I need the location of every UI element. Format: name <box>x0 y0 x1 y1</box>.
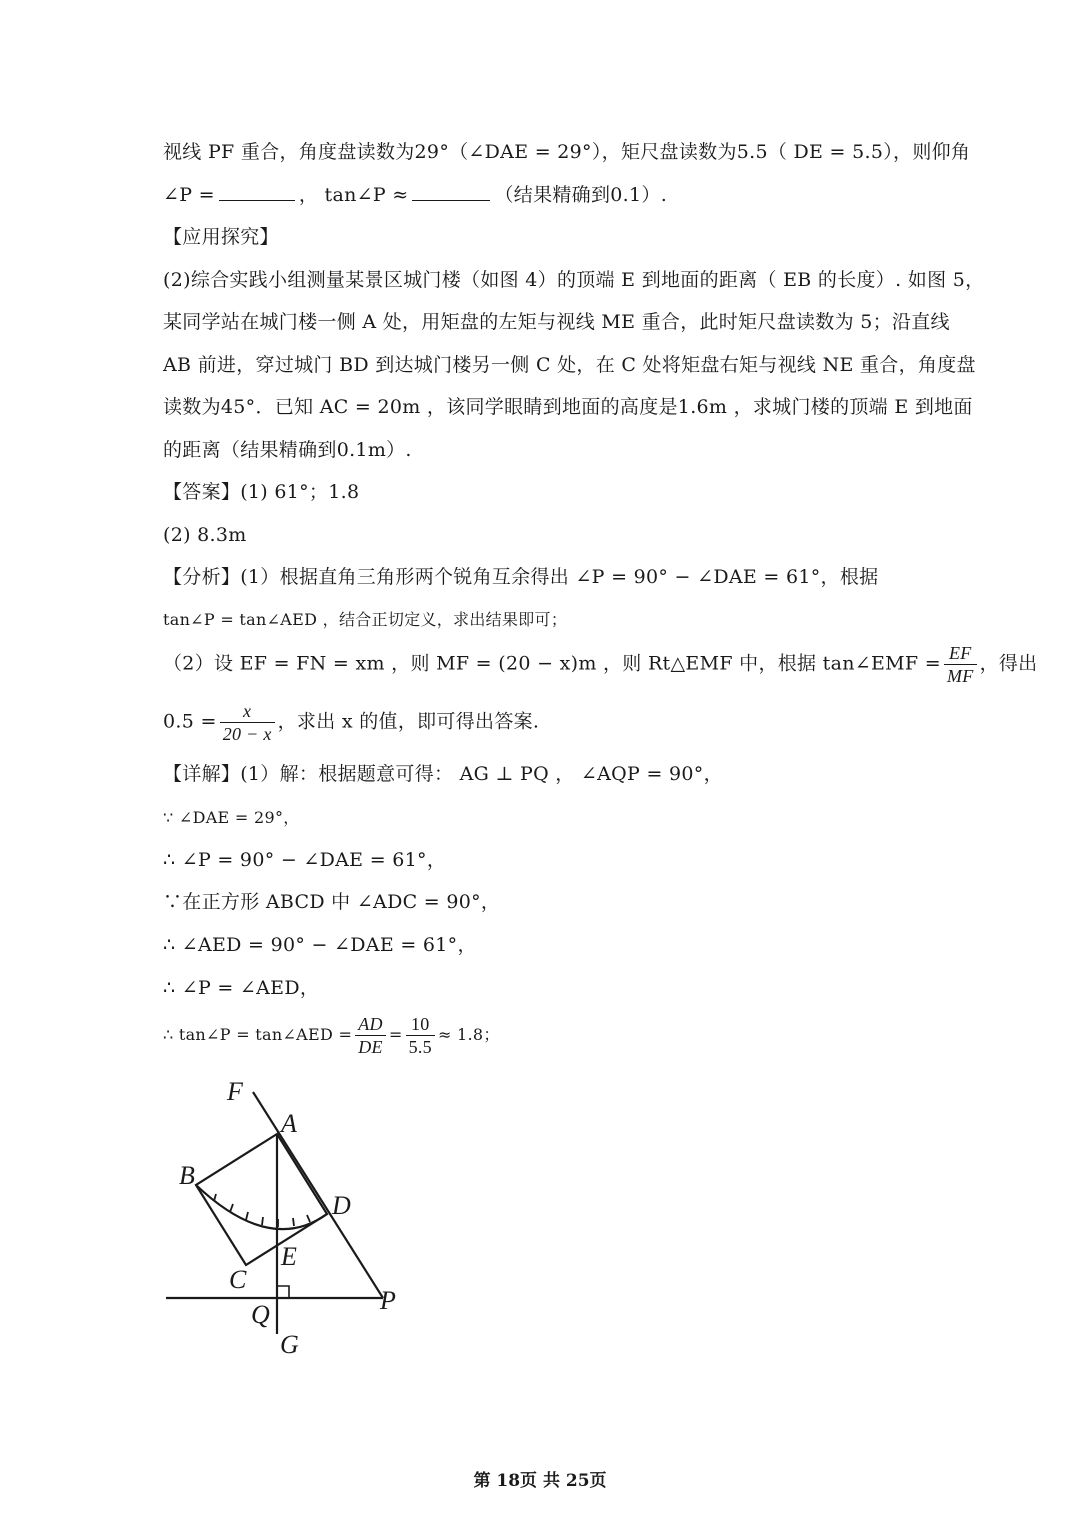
fraction-ef-mf <box>944 642 977 687</box>
fraction-numerator: EF <box>944 642 977 665</box>
precision-note: （结果精确到0.1）. <box>494 184 668 206</box>
fraction-10-over-5.5 <box>406 1013 435 1058</box>
text-line-8: 的距离（结果精确到0.1m）. <box>163 439 412 461</box>
label-a: A <box>281 1109 297 1138</box>
solution-7-text: ∴ tan∠P = tan∠AED = <box>163 1025 353 1044</box>
page-footer: 第 18页 共 25页 <box>473 1471 607 1491</box>
fraction-denominator: 5.5 <box>408 1037 432 1057</box>
label-p: P <box>380 1286 396 1315</box>
line-fp <box>253 1092 383 1298</box>
analysis-4-tail: ，求出 x 的值，即可得出答案. <box>277 710 540 733</box>
square-abcd <box>196 1134 327 1265</box>
text-line-7: 读数为45°．已知 AC = 20m ，该同学眼睛到地面的高度是1.6m ，求城门楼的顶端 E 到地面 <box>163 396 973 418</box>
equals-sign: = <box>388 1025 403 1044</box>
answer-blank-2 <box>412 182 490 201</box>
text-line-6: AB 前进，穿过城门 BD 到达城门楼另一侧 C 处，在 C 处将矩盘右矩与视线 NE 重合，角度盘 <box>163 354 976 376</box>
solution-line-2: ∵ ∠DAE = 29°， <box>163 808 300 827</box>
solution-line-6: ∴ ∠P = ∠AED， <box>163 977 320 999</box>
solution-line-1: 【详解】(1）解：根据题意可得： AG ⊥ PQ ， ∠AQP = 90°， <box>163 763 723 785</box>
solution-line-5: ∴ ∠AED = 90° − ∠DAE = 61°， <box>163 934 477 956</box>
fraction-numerator: 10 <box>406 1013 435 1036</box>
fraction-denominator: DE <box>358 1037 383 1057</box>
solution-line-4: ∵在正方形 ABCD 中 ∠ADC = 90°， <box>163 891 501 913</box>
label-d: D <box>332 1191 351 1220</box>
text-line-5: 某同学站在城门楼一侧 A 处，用矩盘的左矩与视线 ME 重合，此时矩尺盘读数为 5；沿直线 <box>163 311 950 333</box>
fraction-denominator: MF <box>946 666 974 686</box>
answer-blank-1 <box>219 182 295 201</box>
right-angle-mark <box>277 1286 289 1298</box>
answer-line-1: 【答案】(1) 61°；1.8 <box>163 481 360 503</box>
label-f: F <box>227 1077 243 1106</box>
solution-line-7 <box>163 1013 500 1058</box>
solution-line-3: ∴ ∠P = 90° − ∠DAE = 61°， <box>163 849 447 871</box>
analysis-4-text: 0.5 = <box>163 710 217 733</box>
fraction-x-over <box>220 700 275 745</box>
fraction-denominator: 20 − x <box>222 724 272 744</box>
solution-7-tail: ≈ 1.8； <box>437 1025 500 1044</box>
label-b: B <box>179 1161 195 1190</box>
analysis-3-text: （2）设 EF = FN = xm ，则 MF = (20 − x)m ，则 Rt△EMF 中，根据 tan∠EMF = <box>163 652 941 675</box>
label-g: G <box>280 1330 299 1359</box>
label-c: C <box>229 1265 247 1294</box>
analysis-3-tail: ，得出 <box>979 652 1038 675</box>
analysis-line-2: tan∠P = tan∠AED ，结合正切定义，求出结果即可； <box>163 610 568 629</box>
analysis-line-3 <box>163 642 1037 687</box>
text-line-4: (2)综合实践小组测量某景区城门楼（如图 4）的顶端 E 到地面的距离（ EB 的长度）. 如图 5， <box>163 269 985 291</box>
angle-p-label: ∠P = <box>163 184 215 206</box>
analysis-line-4 <box>163 700 539 745</box>
section-heading-application: 【应用探究】 <box>163 226 279 248</box>
label-e: E <box>281 1242 297 1271</box>
fraction-numerator: x <box>220 700 275 723</box>
analysis-line-1: 【分析】(1）根据直角三角形两个锐角互余得出 ∠P = 90° − ∠DAE = 61°，根据 <box>163 566 879 588</box>
label-q: Q <box>251 1300 270 1329</box>
fraction-numerator: AD <box>355 1013 386 1036</box>
answer-line-2: (2) 8.3m <box>163 524 247 546</box>
geometry-figure <box>150 1070 420 1360</box>
text-line-2 <box>163 182 667 208</box>
fraction-ad-de <box>355 1013 386 1058</box>
text-line-1: 视线 PF 重合，角度盘读数为29°（∠DAE = 29°），矩尺盘读数为5.5（ DE = 5.5），则仰角 <box>163 141 971 163</box>
tan-p-label: ， tan∠P ≈ <box>298 184 409 206</box>
